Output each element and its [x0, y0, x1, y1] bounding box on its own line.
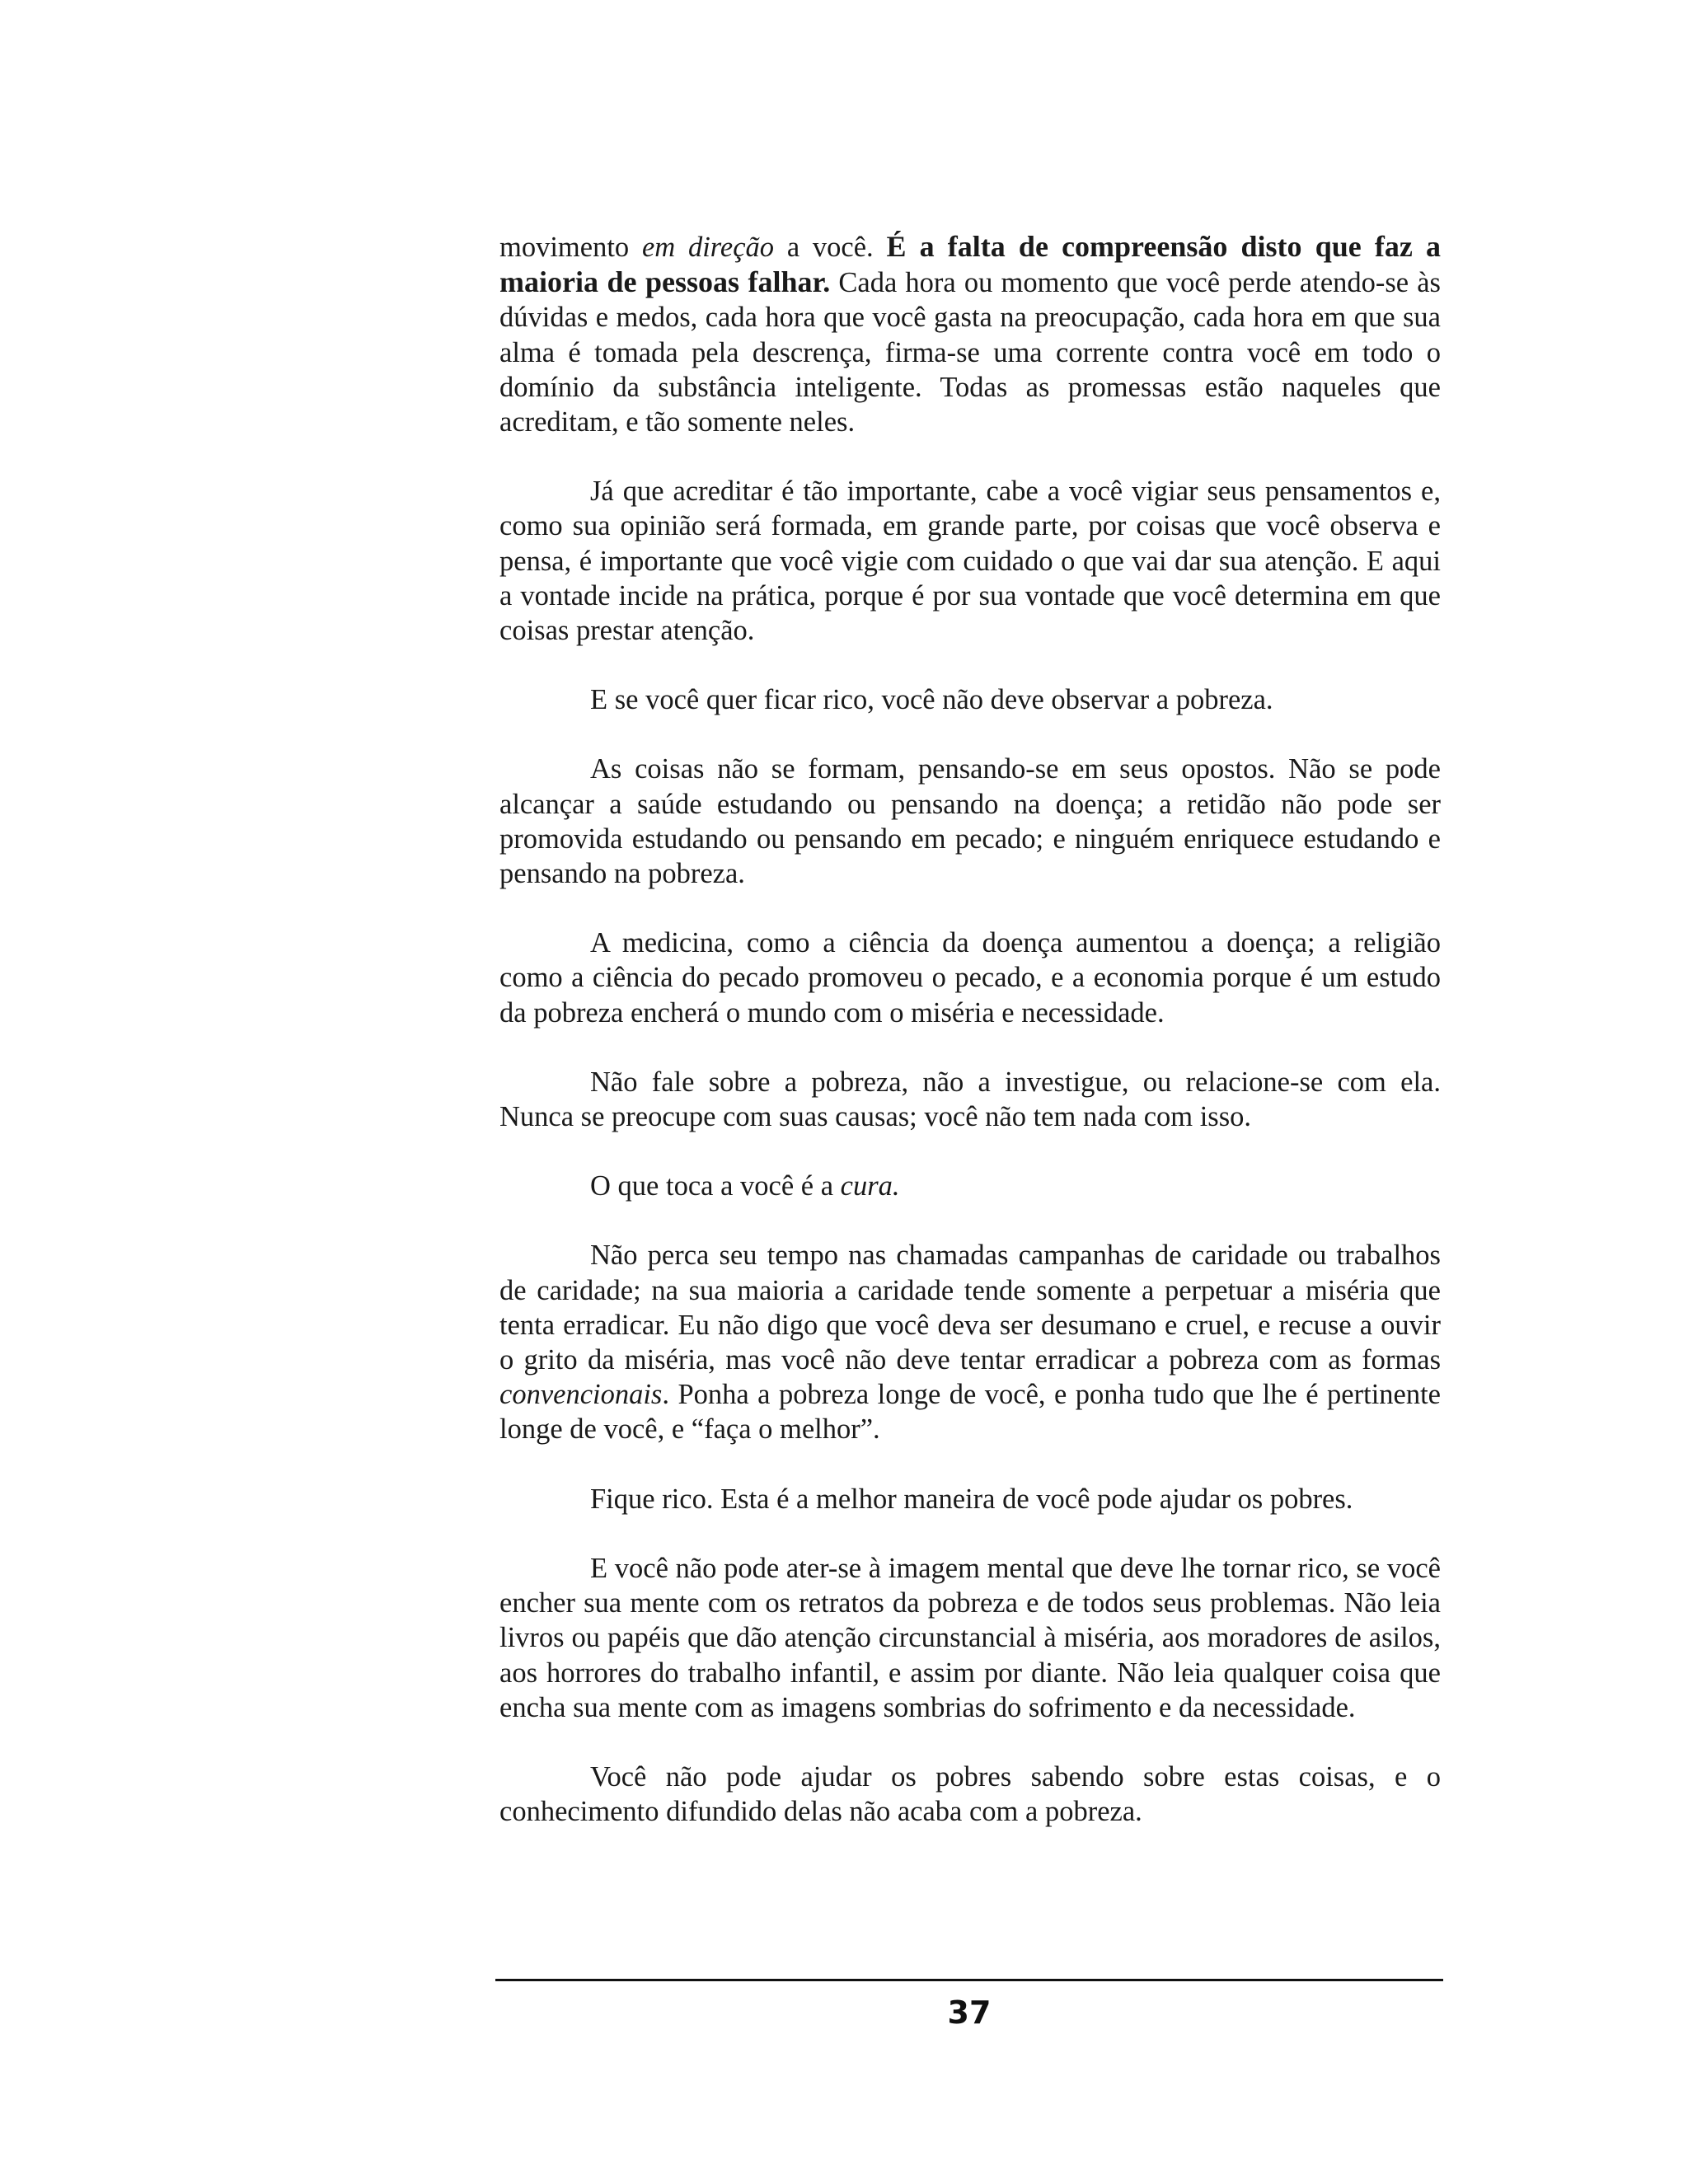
italic-text: convencionais: [499, 1379, 663, 1411]
paragraph: [499, 752, 1441, 891]
italic-text: em direção: [641, 232, 775, 263]
paragraph: [499, 1169, 1441, 1203]
body-text: [499, 229, 1441, 1829]
page-number: 37: [947, 1994, 992, 2031]
text-run: E se você quer ficar rico, você não deve observar a pobreza.: [590, 684, 1273, 716]
paragraph: [499, 926, 1441, 1030]
text-run: Não perca seu tempo nas chamadas campanhas de caridade ou trabalhos de caridade; na sua maioria a caridade tende somente a perpetuar a miséria que tenta erradicar. Eu não digo que você deva ser desumano e cruel, e recuse a ouvir o grito da miséria, mas você não deve tentar erradicar a pobreza com as formas: [499, 1240, 1441, 1376]
paragraph: [499, 229, 1441, 439]
paragraph: [499, 1482, 1441, 1516]
paragraph: [499, 1551, 1441, 1725]
text-run: As coisas não se formam, pensando-se em seus opostos. Não se pode alcançar a saúde estudando ou pensando na doença; a retidão não pode ser promovida estudando ou pensando em pecado; e ninguém enriquece estudando e pensando na pobreza.: [499, 753, 1441, 890]
paragraph: [499, 1238, 1441, 1446]
text-run: O que toca a você é a: [590, 1170, 841, 1202]
text-run: A medicina, como a ciência da doença aumentou a doença; a religião como a ciência do pecado promoveu o pecado, e a economia porque é um estudo da pobreza encherá o mundo com o miséria e necessidade.: [499, 927, 1441, 1029]
text-run: Cada hora ou momento que você perde atendo-se às dúvidas e medos, cada hora que você gasta na preocupação, cada hora em que sua alma é tomada pela descrença, firma-se uma corrente contra você em todo o domínio da substância inteligente. Todas as promessas estão naqueles que acreditam, e tão somente neles.: [499, 267, 1441, 438]
text-run: Já que acreditar é tão importante, cabe a você vigiar seus pensamentos e, como sua opinião será formada, em grande parte, por coisas que você observa e pensa, é importante que você vigie com cuidado o que vai dar sua atenção. E aqui a vontade incide na prática, porque é por sua vontade que você determina em que coisas prestar atenção.: [499, 476, 1441, 647]
text-run: Não fale sobre a pobreza, não a investigue, ou relacione-se com ela. Nunca se preocupe com suas causas; você não tem nada com isso.: [499, 1066, 1441, 1133]
italic-text: cura.: [840, 1170, 900, 1202]
text-run: a você.: [774, 232, 887, 263]
bold-text: É a falta de compreensão disto que faz a maioria de pessoas falhar.: [499, 230, 1441, 299]
paragraph: [499, 1065, 1441, 1134]
text-run: E você não pode ater-se à imagem mental que deve lhe tornar rico, se você encher sua mente com os retratos da pobreza e de todos seus problemas. Não leia livros ou papéis que dão atenção circunstancial à miséria, aos moradores de asilos, aos horrores do trabalho infantil, e assim por diante. Não leia qualquer coisa que encha sua mente com as imagens sombrias do sofrimento e da necessidade.: [499, 1552, 1441, 1723]
text-run: movimento: [499, 232, 642, 263]
paragraph: [499, 1760, 1441, 1829]
footer-rule: [495, 1979, 1443, 1981]
text-run: Você não pode ajudar os pobres sabendo sobre estas coisas, e o conhecimento difundido delas não acaba com a pobreza.: [499, 1760, 1441, 1828]
text-run: Fique rico. Esta é a melhor maneira de você pode ajudar os pobres.: [590, 1483, 1353, 1515]
paragraph: [499, 474, 1441, 648]
text-run: . Ponha a pobreza longe de você, e ponha tudo que lhe é pertinente longe de você, e “faça o melhor”.: [499, 1379, 1441, 1446]
paragraph: [499, 682, 1441, 717]
